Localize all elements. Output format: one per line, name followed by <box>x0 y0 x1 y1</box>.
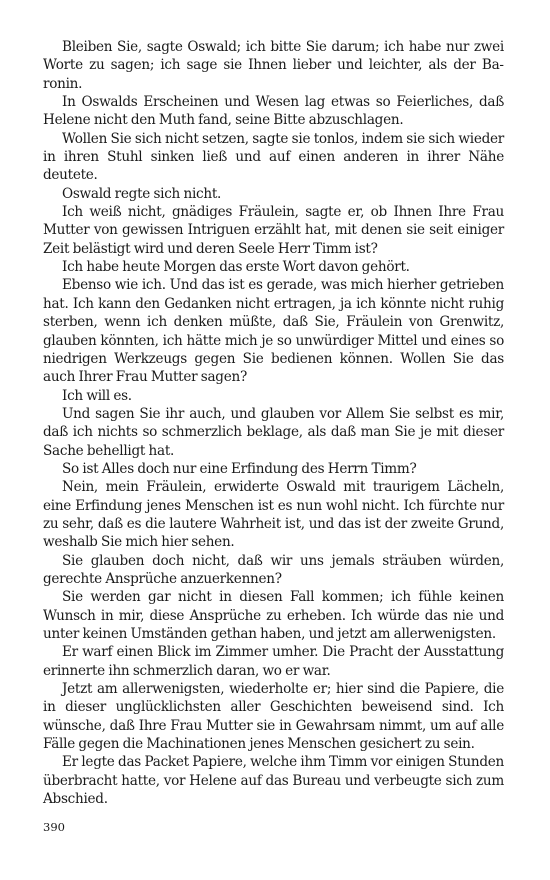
paragraph: Bleiben Sie, sagte Oswald; ich bitte Sie darum; ich habe nur zwei Worte zu sagen; ich sage sie Ihnen lieber und leichter, als der Baronin. <box>43 39 504 92</box>
body-text <box>43 38 504 808</box>
paragraph: Ebenso wie ich. Und das ist es gerade, was mich hierher getrieben hat. Ich kann den Gedanken nicht ertragen, ja ich könnte nicht ruhig sterben, wenn ich denken müßte, daß Sie, Fräulein von Grenwitz, glauben könnten, ich hätte mich je so unwürdiger Mittel und eines so niedrigen Werkzeugs gegen Sie bedienen können. Wollen Sie das auch Ihrer Frau Mutter sagen? <box>43 277 504 386</box>
paragraph: Wollen Sie sich nicht setzen, sagte sie tonlos, indem sie sich wieder in ihren Stuhl sinken ließ und auf einen anderen in ihrer Nähe deutete. <box>43 130 504 184</box>
paragraph: Oswald regte sich nicht. <box>62 185 222 202</box>
paragraph: So ist Alles doch nur eine Erfindung des Herrn Timm? <box>62 460 417 477</box>
paragraph: Ich weiß nicht, gnädiges Fräulein, sagte er, ob Ihnen Ihre Frau Mutter von gewissen Intriguen erzählt hat, mit denen sie seit einiger Zeit belästigt wird und deren Seele Herr Timm ist? <box>43 204 504 257</box>
paragraph: Ich will es. <box>62 387 132 404</box>
paragraph: Sie glauben doch nicht, daß wir uns jemals sträuben würden, gerechte Ansprüche anzuerkennen? <box>43 552 504 587</box>
paragraph: Ich habe heute Morgen das erste Wort davon gehört. <box>62 259 410 276</box>
paragraph: Er legte das Packet Papiere, welche ihm Timm vor einigen Stunden überbracht hatte, vor Helene auf das Bureau und verbeugte sich zum Abschied. <box>43 754 504 808</box>
paragraph: Sie werden gar nicht in diesen Fall kommen; ich fühle keinen Wunsch in mir, diese Ansprüche zu erheben. Ich würde das nie und unter keinen Umständen gethan haben, und jetzt am allerwenigsten. <box>43 589 504 642</box>
paragraph: Nein, mein Fräulein, erwiderte Oswald mit traurigem Lächeln, eine Erfindung jenes Menschen ist es nun wohl nicht. Ich fürchte nur zu sehr, daß es die lautere Wahrheit ist, und das ist der zweite Grund, weshalb Sie mich hier sehen. <box>43 479 504 551</box>
paragraph: Und sagen Sie ihr auch, und glauben vor Allem Sie selbst es mir, daß ich nichts so schmerzlich beklage, als daß man Sie je mit dieser Sache behelligt hat. <box>43 405 504 459</box>
paragraph: Er warf einen Blick im Zimmer umher. Die Pracht der Ausstattung erinnerte ihn schmerzlich daran, wo er war. <box>43 644 504 679</box>
page-number: 390 <box>43 820 65 834</box>
paragraph: Jetzt am allerwenigsten, wiederholte er; hier sind die Papiere, die in dieser unglücklichsten aller Geschichten beweisend sind. Ich wünsche, daß Ihre Frau Mutter sie in Gewahrsam nimmt, um auf alle Fälle gegen die Machinationen jenes Menschen gesichert zu sein. <box>43 681 504 753</box>
paragraph: In Oswalds Erscheinen und Wesen lag etwas so Feierliches, daß Helene nicht den Muth fand, seine Bitte abzuschlagen. <box>43 94 504 129</box>
